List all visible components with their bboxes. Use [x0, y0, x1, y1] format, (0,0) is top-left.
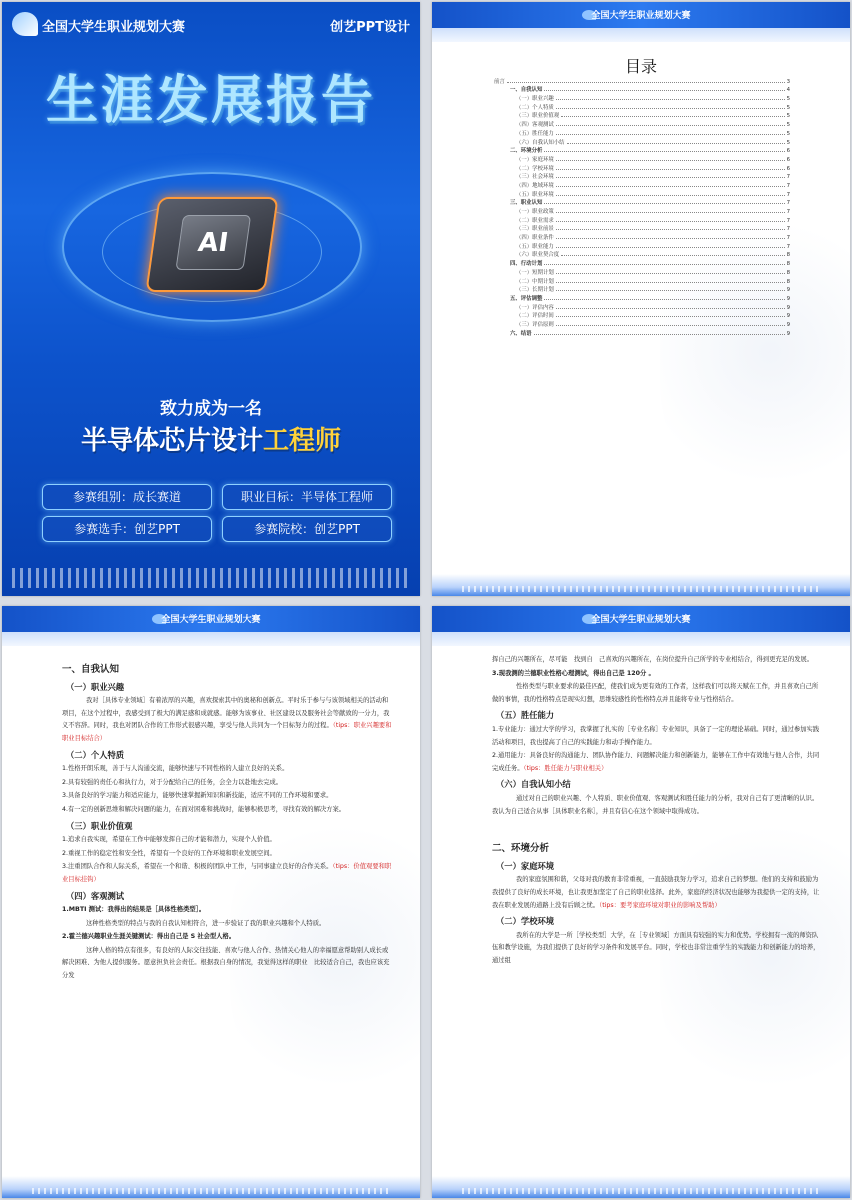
toc-entry-title: 三、职业认知	[510, 200, 543, 207]
paragraph-text: 1.性格开朗乐观，善于与人沟通交流，能够快速与不同性格的人建立良好的关系。	[62, 765, 289, 773]
toc-entry-title: （一）短期计划	[516, 269, 554, 276]
toc-entry[interactable]	[494, 302, 790, 311]
paragraph	[62, 790, 394, 803]
paragraph	[492, 724, 824, 749]
toc-page-number: 7	[786, 226, 790, 233]
toc-entry[interactable]	[494, 154, 790, 163]
page-header	[432, 2, 850, 28]
toc-leader-dots	[556, 177, 785, 178]
body-page-self-awareness	[2, 606, 420, 1198]
page-content	[62, 660, 394, 984]
toc-leader-dots	[556, 229, 785, 230]
toc-entry[interactable]	[494, 328, 790, 337]
page-header	[432, 606, 850, 632]
page-content	[492, 654, 824, 968]
toc-page-number: 7	[786, 174, 790, 181]
toc-leader-dots	[561, 255, 784, 256]
paragraph	[62, 848, 394, 861]
toc-page-number: 8	[786, 261, 790, 268]
toc-entry-title: 四、行动计划	[510, 261, 543, 268]
toc-entry-title: （三）职业价值观	[516, 113, 560, 120]
paragraph-text: 4.有一定的创新思维和解决问题的能力，在面对困难和挑战时，能够积极思考，寻找有效的解决方案。	[62, 805, 346, 813]
paragraph	[492, 750, 824, 775]
info-box-player: 参赛选手：创艺PPT	[42, 516, 212, 542]
toc-leader-dots	[556, 186, 785, 187]
subsection-heading	[66, 749, 394, 762]
paragraph-text: 2.通用能力：具备良好的沟通能力、团队协作能力、问题解决能力和创新能力，能够在工作中有效地与他人合作，共同完成任务。	[492, 752, 820, 772]
toc-entry[interactable]	[494, 311, 790, 320]
toc-leader-dots	[556, 238, 785, 239]
toc-entry-title: 六、结语	[510, 330, 532, 337]
toc-page-number: 9	[786, 304, 790, 311]
info-box-group: 参赛组别：成长赛道	[42, 484, 212, 510]
toc-entry-title: （三）社会环境	[516, 174, 554, 181]
subtitle-main: 半导体芯片设计	[80, 426, 263, 456]
toc-entry[interactable]	[494, 285, 790, 294]
toc-title: 目录	[624, 57, 657, 76]
toc-leader-dots	[556, 325, 785, 326]
header-title: 全国大学生职业规划大赛	[161, 615, 261, 625]
toc-page-number: 7	[786, 209, 790, 215]
toc-entry-title: （二）个人特质	[516, 104, 554, 111]
paragraph-text: （一）职业兴趣	[66, 681, 125, 692]
toc-entry-title: （二）中期计划	[516, 278, 554, 285]
toc-page-number: 5	[786, 139, 790, 146]
header-band	[432, 632, 850, 646]
toc-entry-title: （一）评估内容	[516, 304, 554, 311]
toc-leader-dots	[556, 247, 785, 248]
paragraph-text: 1.追求自我实现，希望在工作中能够发挥自己的才能和潜力，实现个人价值。	[62, 836, 276, 844]
paragraph	[492, 793, 824, 818]
toc-leader-dots	[556, 212, 785, 213]
toc-entry[interactable]	[494, 232, 790, 241]
cover-brand: 创艺PPT设计	[330, 20, 410, 35]
paragraph	[492, 668, 824, 681]
paragraph	[62, 918, 394, 931]
toc-entry[interactable]	[494, 85, 790, 94]
toc-page-number: 8	[786, 269, 790, 276]
toc-leader-dots	[556, 195, 785, 196]
toc-entry-title: 一、自我认知	[510, 87, 543, 94]
info-box-goal: 职业目标：半导体工程师	[222, 484, 392, 510]
footer-band	[2, 1176, 420, 1198]
toc-page-number: 8	[786, 278, 790, 285]
toc-entry[interactable]	[494, 258, 790, 267]
body-page-environment	[432, 606, 850, 1198]
section-heading	[492, 843, 824, 856]
paragraph	[62, 777, 394, 790]
toc-entry[interactable]	[494, 293, 790, 302]
paragraph-text: （一）家庭环境	[496, 860, 555, 871]
toc-leader-dots	[507, 82, 785, 83]
paragraph-text: 通过对自己的职业兴趣、个人特质、职业价值观、客观测试和胜任能力的分析，我对自己有了更清晰的认识。我认为自己适合从事［具体职业名称］，并且有信心在这个领域中取得成功。	[492, 794, 819, 815]
toc-page-number: 5	[786, 104, 790, 111]
toc-leader-dots	[534, 334, 785, 335]
paragraph-text: 我所在的大学是一所［学校类型］大学，在［专业领域］方面具有较强的实力和优势。学校拥有一流的师资队伍和教学设施，为我们提供了良好的学习条件和发展平台。同时，学校也非常注重学生的实践能力和创新能力的培养，通过组	[492, 931, 820, 964]
toc-entry[interactable]	[494, 250, 790, 259]
toc-leader-dots	[567, 143, 785, 144]
toc-page-number: 6	[786, 148, 790, 155]
toc-entry-title: （四）地域环境	[516, 182, 554, 189]
paragraph	[492, 930, 824, 968]
paragraph-text: （二）学校环境	[496, 916, 555, 927]
tip-note: （tips：价值观要和职业目标挂钩）	[62, 863, 392, 883]
toc-entry[interactable]	[494, 137, 790, 146]
footer-band	[432, 1176, 850, 1198]
paragraph-text: （二）个人特质	[66, 749, 125, 760]
toc-entry[interactable]	[494, 102, 790, 111]
toc-entry-title: 二、环境分析	[510, 148, 543, 155]
toc-entry-title: 前言	[494, 78, 505, 85]
subsection-heading	[496, 778, 824, 791]
toc-entry[interactable]	[494, 76, 790, 85]
toc-entry-title: （一）家庭环境	[516, 156, 554, 163]
section-heading	[62, 664, 394, 677]
toc-page-number: 9	[786, 321, 790, 328]
header-band	[432, 28, 850, 42]
toc-entry[interactable]	[494, 189, 790, 198]
toc-page-number: 5	[786, 130, 790, 137]
toc-page-number: 5	[786, 96, 790, 103]
paragraph-text: 一、自我认知	[62, 664, 120, 675]
paragraph-text: 1.专业能力：通过大学的学习，我掌握了扎实的［专业名称］专业知识，具备了一定的理论基础。同时，通过参加实践活动和项目，我也提高了自己的实践能力和动手操作能力。	[492, 725, 820, 746]
paragraph	[62, 861, 394, 886]
section-gap	[492, 819, 824, 839]
toc-entry[interactable]	[494, 172, 790, 181]
toc-page	[432, 2, 850, 596]
paragraph	[492, 681, 824, 706]
toc-page-number: 7	[786, 191, 790, 198]
subsection-heading	[66, 681, 394, 694]
paragraph	[492, 874, 824, 912]
toc-entry-title: （二）学校环境	[516, 165, 554, 172]
cover-subtitle-line1: 致力成为一名	[160, 399, 262, 419]
header-title: 全国大学生职业规划大赛	[591, 615, 691, 625]
toc-entry[interactable]	[494, 267, 790, 276]
toc-leader-dots	[561, 116, 784, 117]
toc-leader-dots	[556, 221, 785, 222]
toc-entry-title: （五）职业能力	[516, 243, 554, 250]
toc-page-number: 5	[786, 113, 790, 120]
toc-entry[interactable]	[494, 215, 790, 224]
paragraph-text: 性格类型与职业要求的最佳匹配，使我们成为更有效的工作者，这样我们可以将天赋在工作，并且喜欢自己所做的事情，我的性格特点是现实幻想，思维较感性的性格特点并且能将专业与性格结合。	[492, 683, 819, 703]
toc-leader-dots	[556, 169, 785, 170]
toc-leader-dots	[556, 273, 785, 274]
toc-entry[interactable]	[494, 93, 790, 102]
toc-leader-dots	[556, 308, 785, 309]
paragraph-text: 2.重视工作的稳定性和安全性，希望有一个良好的工作环境和职业发展空间。	[62, 849, 276, 857]
toc-page-number: 7	[786, 200, 790, 207]
competition-logo-icon	[12, 12, 38, 36]
subsection-heading	[496, 860, 824, 873]
toc-entry-title: （一）职业兴趣	[516, 96, 554, 103]
paragraph-text: 我对［具体专业领域］有着浓厚的兴趣，喜欢探索其中的奥秘和创新点。平时乐于参与与该领域相关的活动和项目，在这个过程中，我感受到了极大的满足感和成就感。能够为该事业、社区建设以及服务社会等献致的一分力，我义不容辞。同时，我也对团队合作的工作形式很感兴趣，享受与他人共同为一个目标努力的过程。	[62, 697, 390, 730]
toc-leader-dots	[556, 99, 785, 100]
paragraph	[62, 695, 394, 745]
toc-entry[interactable]	[494, 276, 790, 285]
toc-leader-dots	[544, 203, 784, 204]
toc-page-number: 5	[786, 122, 790, 129]
toc-leader-dots	[556, 282, 785, 283]
cover-org-name: 全国大学生职业规划大赛	[42, 20, 186, 35]
toc-page-number: 7	[786, 182, 790, 189]
paragraph-text: 3.具备良好的学习能力和适应能力，能够快速掌握新知识和新技能，适应不同的工作环境和要求。	[62, 792, 333, 800]
paragraph-text: （五）胜任能力	[496, 710, 555, 721]
toc-entry-title: （六）自我认知小结	[516, 139, 565, 146]
stripe-decoration	[12, 568, 410, 588]
toc-entry-title: （二）职业需求	[516, 217, 554, 224]
footer-band	[432, 574, 850, 596]
toc-page-number: 6	[786, 156, 790, 163]
paragraph-text: 1.MBTI 测试：我得出的结果是［具体性格类型］。	[62, 906, 206, 914]
paragraph-text: 3.现我测的兰德职业性格心理测试，得出自己是 120分 。	[492, 669, 655, 677]
toc-leader-dots	[556, 316, 785, 317]
paragraph	[62, 945, 394, 983]
toc-page-number: 6	[786, 165, 790, 172]
cover-subtitle-line2	[2, 420, 420, 457]
toc-entry-title: （三）职业前景	[516, 226, 554, 233]
toc-entry-title: （二）评估时间	[516, 313, 554, 320]
paragraph	[62, 931, 394, 944]
toc-entry-title: （五）职业环境	[516, 191, 554, 198]
paragraph-text: 2.具有较强的责任心和执行力，对于分配给自己的任务，会全力以赴地去完成。	[62, 778, 283, 786]
paragraph-text: 这种人格的特点有很多，有良好的人际交往技能、喜欢与他人合作、热情关心他人的幸福愿意帮助别人成长或解决困难、为他人提供服务。愿意担负社会责任。根据我自身的情况，我觉得这样的职业 比较适合自己，我也应该充分发	[62, 946, 390, 980]
tip-note: （tips：要考家庭环境对职业的影响及帮助）	[599, 901, 721, 909]
paragraph-text: 挥自己的兴趣所在，尽可能 找到自 己喜欢的兴趣所在，在岗位提升自己所学的专业相结合，得到更充足的发展。	[492, 656, 814, 663]
toc-entry[interactable]	[494, 119, 790, 128]
page-header	[2, 606, 420, 632]
paragraph-text: 二、环境分析	[492, 843, 550, 855]
subsection-heading	[496, 709, 824, 722]
toc-entry[interactable]	[494, 163, 790, 172]
paragraph	[62, 804, 394, 817]
toc-entry[interactable]	[494, 111, 790, 120]
subsection-heading	[66, 890, 394, 903]
toc-entry-title: （六）职业契合度	[516, 252, 560, 259]
ai-chip-illustration	[145, 197, 278, 292]
toc-entry-title: 五、评估调整	[510, 295, 543, 302]
paragraph-text: 我的家庭氛围和谐，父母对我的教育非常重视，一直鼓励我努力学习，追求自己的梦想。他们的支持和鼓励为我提供了良好的成长环境，也让我更加坚定了自己的职业选择。此外，家庭的经济状况也能够为我提供一定的支持，让我在职业发展的道路上没有后顾之忧。	[492, 876, 820, 909]
toc-entry[interactable]	[494, 319, 790, 328]
paragraph-text: 这种性格类型的特点与我的自我认知相符合，进一步验证了我的职业兴趣和个人特质。	[86, 919, 326, 927]
paragraph-text: （三）职业价值观	[66, 820, 133, 831]
paragraph	[62, 834, 394, 847]
toc-entry[interactable]	[494, 128, 790, 137]
tip-note: （tips：职业兴趣要和职业目标结合）	[62, 722, 392, 742]
toc-page-number: 9	[786, 287, 790, 294]
subtitle-accent: 工程师	[263, 426, 342, 456]
paragraph-text: （六）自我认知小结	[496, 779, 571, 790]
toc-page-number: 3	[786, 78, 790, 85]
paragraph	[62, 904, 394, 917]
toc-leader-dots	[556, 125, 785, 126]
toc-page-number: 4	[786, 87, 790, 94]
ai-chip-label: AI	[175, 215, 251, 270]
toc-leader-dots	[544, 299, 784, 300]
toc-leader-dots	[544, 151, 784, 152]
cover-title: 生涯发展报告	[45, 71, 376, 131]
paragraph	[62, 763, 394, 776]
toc-page-number: 9	[786, 330, 790, 337]
toc-leader-dots	[544, 90, 784, 91]
toc-page-number: 9	[786, 295, 790, 302]
tip-note: （tips：胜任能力与职业相关）	[523, 764, 608, 772]
toc-leader-dots	[556, 108, 785, 109]
info-box-school: 参赛院校：创艺PPT	[222, 516, 392, 542]
toc-entry[interactable]	[494, 180, 790, 189]
header-title: 全国大学生职业规划大赛	[591, 11, 691, 21]
subsection-heading	[66, 820, 394, 833]
paragraph-text: 2.霍兰德兴趣职业生涯关键测试：得出自己是 S 社会型人格。	[62, 933, 236, 941]
toc-entry[interactable]	[494, 206, 790, 215]
toc-page-number: 9	[786, 313, 790, 320]
toc-leader-dots	[556, 134, 785, 135]
toc-leader-dots	[556, 160, 785, 161]
toc-leader-dots	[544, 264, 784, 265]
paragraph-text: （四）客观测试	[66, 890, 125, 901]
toc-page-number: 7	[786, 217, 790, 224]
cover-page	[2, 2, 420, 596]
toc-entry[interactable]	[494, 146, 790, 155]
toc-entry[interactable]	[494, 198, 790, 207]
toc-entry-title: （四）客观测试	[516, 122, 554, 129]
toc-entry-title: （四）职业条件	[516, 235, 554, 242]
subsection-heading	[496, 915, 824, 928]
toc-list	[494, 76, 790, 337]
toc-entry-title: （五）胜任能力	[516, 130, 554, 137]
toc-page-number: 7	[786, 243, 790, 250]
toc-entry[interactable]	[494, 224, 790, 233]
toc-entry-title: （三）长期计划	[516, 287, 554, 294]
toc-entry-title: （一）职业政策	[516, 209, 554, 215]
toc-entry-title: （三）评估原则	[516, 321, 554, 328]
toc-page-number: 8	[786, 252, 790, 259]
paragraph	[492, 654, 824, 667]
paragraph-text: 3.注重团队合作和人际关系，希望在一个和谐、积极的团队中工作，与同事建立良好的合作关系。	[62, 863, 333, 871]
toc-entry[interactable]	[494, 241, 790, 250]
header-band	[2, 632, 420, 646]
toc-leader-dots	[556, 290, 785, 291]
toc-page-number: 7	[786, 235, 790, 242]
